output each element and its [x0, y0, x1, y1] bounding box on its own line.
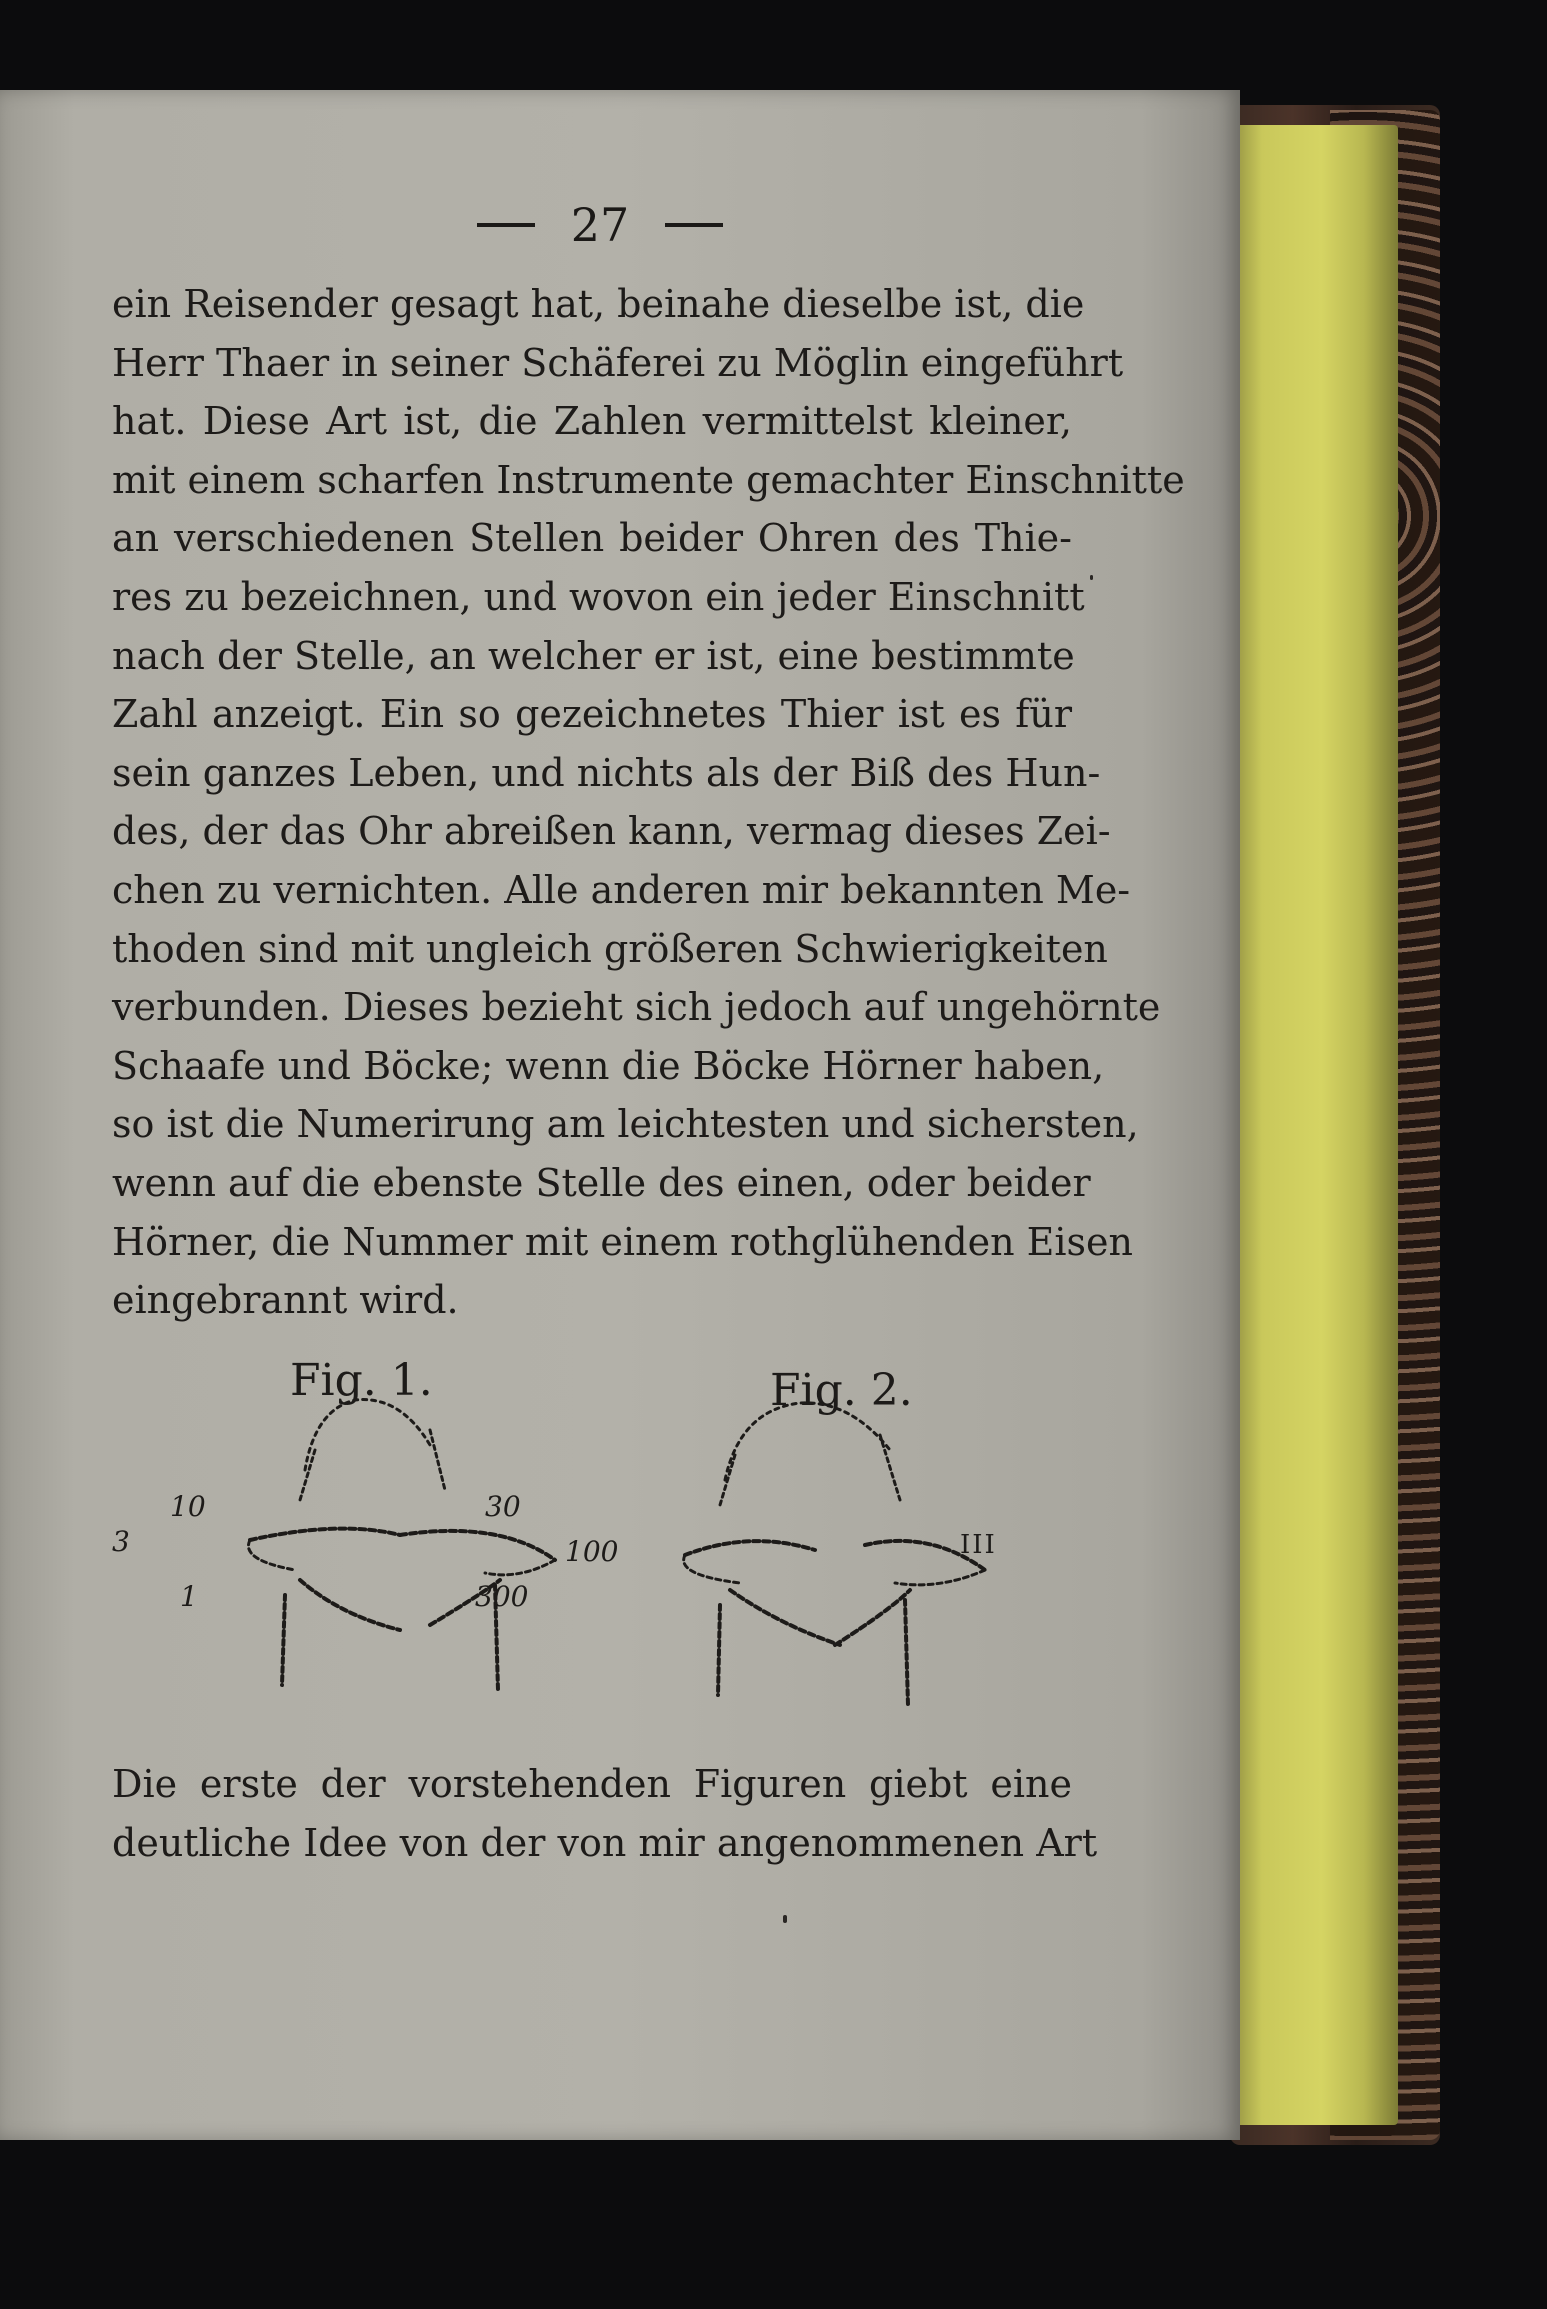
fig1-number-300: 300	[475, 1580, 529, 1613]
text-line: ein Reisender gesagt hat, beinahe dieselbe ist, die	[112, 282, 1085, 326]
fig1-left-cheek	[282, 1595, 285, 1685]
closing-paragraph	[112, 1755, 1098, 1872]
paper-speck	[783, 1915, 787, 1923]
text-line: nach der Stelle, an welcher er ist, eine bestimmte	[112, 633, 1075, 678]
fig1-head-top	[305, 1400, 430, 1470]
fig1-number-30: 30	[485, 1490, 521, 1523]
fig1-brow-right	[430, 1430, 445, 1490]
text-line: verbunden. Dieses bezieht sich jedoch auf ungehörnte	[112, 985, 1161, 1030]
header-dash-left	[477, 223, 535, 227]
text-line: eingebrannt wird.	[112, 1278, 459, 1323]
fig1-number-10: 10	[170, 1490, 206, 1523]
fig2-left-cheek	[718, 1605, 720, 1695]
fig2-brow-right	[880, 1435, 900, 1500]
text-line: Hörner, die Nummer mit einem rothglühenden Eisen	[112, 1219, 1134, 1264]
fig1-left-ear-lower	[248, 1540, 295, 1570]
fig1-right-ear-lower	[485, 1560, 555, 1575]
fig1-left-ear	[250, 1529, 400, 1540]
fig1-number-100: 100	[565, 1535, 619, 1568]
text-line: des, der das Ohr abreißen kann, vermag dieses Zei-	[112, 809, 1111, 854]
text-line: deutliche Idee von der von mir angenommenen Art	[112, 1820, 1098, 1865]
text-line: Zahl anzeigt. Ein so gezeichnetes Thier ist es für	[112, 692, 1072, 737]
fig1-label: Fig. 1.	[290, 1355, 433, 1406]
fig2-brow-left	[720, 1455, 735, 1505]
text-line: chen zu vernichten. Alle anderen mir bekannten Me-	[112, 867, 1131, 912]
text-line: Schaafe und Böcke; wenn die Böcke Hörner haben,	[112, 1043, 1105, 1088]
text-line: mit einem scharfen Instrumente gemachter Einschnitte	[112, 457, 1185, 502]
text-line: Herr Thaer in seiner Schäferei zu Möglin eingeführt	[112, 340, 1124, 385]
fig2-left-ear-lower	[684, 1555, 740, 1583]
ear-mark-figures	[100, 1355, 1080, 1735]
text-line: an verschiedenen Stellen beider Ohren des Thie-	[112, 516, 1072, 561]
fig2-label: Fig. 2.	[770, 1365, 913, 1416]
text-line: so ist die Numerirung am leichtesten und sichersten,	[112, 1102, 1139, 1147]
page-fore-edge	[1228, 125, 1398, 2125]
fig1-right-ear	[400, 1531, 555, 1560]
text-line: wenn auf die ebenste Stelle des einen, oder beider	[112, 1160, 1091, 1205]
text-line: sein ganzes Leben, und nichts als der Biß des Hun-	[112, 750, 1101, 795]
fig2-right-ear-lower	[895, 1570, 985, 1585]
paper-speck	[1090, 575, 1093, 580]
fig1-number-3: 3	[112, 1525, 130, 1558]
fig2-notch-mark: III	[960, 1530, 997, 1560]
fig2-right-cheek	[905, 1600, 908, 1705]
fig2-left-ear	[685, 1541, 815, 1555]
page-number: 27	[570, 198, 630, 252]
fig2-left-face	[730, 1590, 840, 1645]
page-header	[440, 195, 760, 255]
text-line: Die erste der vorstehenden Figuren giebt eine	[112, 1762, 1072, 1806]
fig1-left-face	[300, 1580, 400, 1630]
fig2-right-face	[835, 1590, 910, 1645]
body-paragraph	[112, 275, 1185, 1330]
text-line: hat. Diese Art ist, die Zahlen vermittelst kleiner,	[112, 399, 1072, 444]
text-line: thoden sind mit ungleich größeren Schwierigkeiten	[112, 926, 1108, 971]
header-dash-right	[665, 223, 723, 227]
text-line: res zu bezeichnen, und wovon ein jeder Einschnitt	[112, 574, 1085, 619]
fig2-head-top	[725, 1403, 890, 1480]
fig1-number-1: 1	[180, 1580, 198, 1613]
